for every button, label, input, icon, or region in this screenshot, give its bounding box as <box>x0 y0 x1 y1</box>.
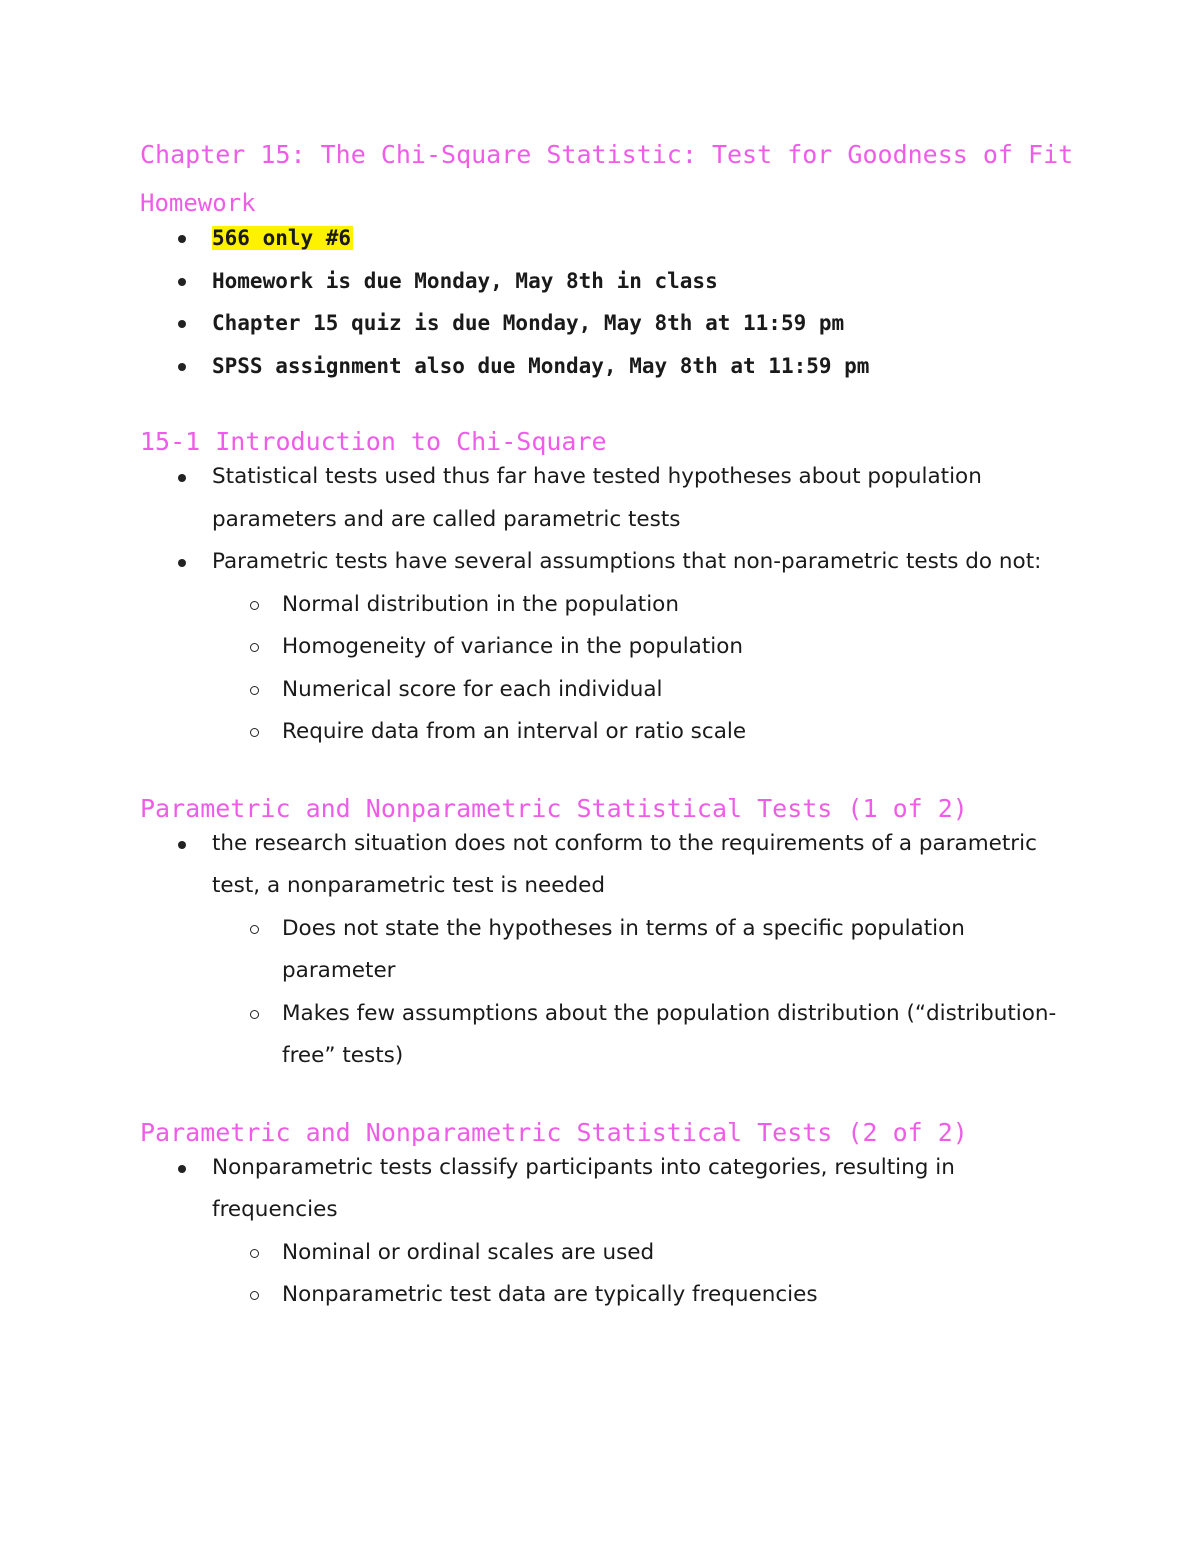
section-heading-param-1: Parametric and Nonparametric Statistical Tests (1 of 2) <box>140 793 968 823</box>
homework-heading: Homework <box>140 189 256 217</box>
sub-list <box>212 908 1080 1078</box>
homework-item: Chapter 15 quiz is due Monday, May 8th at 11:59 pm <box>140 302 1080 345</box>
sub-list-item: Does not state the hypotheses in terms of a specific population parameter <box>212 908 1080 993</box>
sub-list-item: Numerical score for each individual <box>212 669 1080 712</box>
homework-item: SPSS assignment also due Monday, May 8th at 11:59 pm <box>140 345 1080 388</box>
highlighted-text: 566 only #6 <box>212 226 352 250</box>
homework-item: Homework is due Monday, May 8th in class <box>140 260 1080 303</box>
document-title: Chapter 15: The Chi-Square Statistic: Test for Goodness of Fit <box>140 140 1074 169</box>
sub-list-item: Normal distribution in the population <box>212 584 1080 627</box>
list-item <box>140 1147 1080 1317</box>
sub-list-item: Require data from an interval or ratio scale <box>212 711 1080 754</box>
list-item-text: Nonparametric tests classify participants into categories, resulting in frequencies <box>212 1154 955 1222</box>
sub-list-item: Nominal or ordinal scales are used <box>212 1232 1080 1275</box>
sub-list-item: Nonparametric test data are typically frequencies <box>212 1274 1080 1317</box>
list-item <box>140 541 1080 754</box>
section-param-1-list <box>140 823 1080 1078</box>
list-item <box>140 823 1080 1078</box>
section-heading-intro: 15-1 Introduction to Chi-Square <box>140 427 607 456</box>
section-intro-list <box>140 456 1080 754</box>
homework-list <box>140 217 1080 387</box>
list-item-text: the research situation does not conform to the requirements of a parametric test, a nonparametric test is needed <box>212 830 1037 898</box>
sub-list <box>212 584 1080 754</box>
sub-list-item: Homogeneity of variance in the population <box>212 626 1080 669</box>
list-item-text: Parametric tests have several assumptions that non-parametric tests do not: <box>212 549 1042 574</box>
homework-item <box>140 217 1080 260</box>
section-heading-param-2: Parametric and Nonparametric Statistical Tests (2 of 2) <box>140 1117 968 1147</box>
sub-list <box>212 1232 1080 1317</box>
list-item: Statistical tests used thus far have tested hypotheses about population parameters and are called parametric tests <box>140 456 1080 541</box>
document-page <box>140 140 1080 1317</box>
section-param-2-list <box>140 1147 1080 1317</box>
sub-list-item: Makes few assumptions about the population distribution (“distribution-free” tests) <box>212 993 1080 1078</box>
